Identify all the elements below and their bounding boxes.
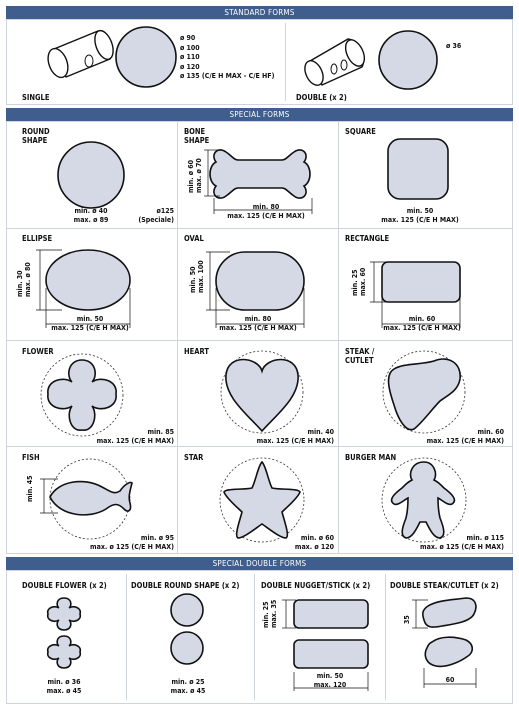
double-steak-h1: 60 bbox=[445, 676, 455, 684]
size-item: ø 120 bbox=[180, 62, 200, 71]
oval-h1: min. 80 bbox=[244, 315, 272, 323]
ellipse-h1: min. 50 bbox=[76, 315, 104, 323]
double-nugget-v1: min. 25 bbox=[262, 601, 270, 628]
star-label: STAR bbox=[184, 453, 204, 462]
single-round-disc bbox=[114, 25, 180, 91]
fish-n1: min. ø 95 bbox=[140, 534, 174, 542]
size-item: ø 100 bbox=[180, 43, 200, 52]
steak-shape bbox=[376, 349, 472, 435]
ellipse-v2: max. ø 80 bbox=[24, 262, 32, 297]
flower-label: FLOWER bbox=[22, 347, 54, 356]
size-item: ø 110 bbox=[180, 53, 200, 61]
oval-v1: min. 50 bbox=[189, 266, 197, 293]
round-shape-label: ROUND SHAPE bbox=[22, 127, 50, 145]
size-item: ø 135 (C/E H MAX - C/E HF) bbox=[180, 72, 275, 80]
standard-forms-header: STANDARD FORMS bbox=[6, 6, 513, 19]
fish-label: FISH bbox=[22, 453, 40, 462]
double-round-disc bbox=[376, 28, 440, 92]
burger-man-label: BURGER MAN bbox=[345, 453, 397, 462]
fish-n2: max. ø 125 (C/E H MAX) bbox=[90, 542, 174, 551]
bone-v2: max. ø 70 bbox=[195, 158, 203, 193]
single-sizes-list bbox=[180, 34, 274, 82]
heart-n2: max. 125 (C/E H MAX) bbox=[256, 436, 334, 445]
oval-v2: max. 100 bbox=[197, 260, 205, 293]
double-round-shapes bbox=[168, 592, 208, 674]
bone-shape-label: BONE SHAPE bbox=[184, 127, 210, 145]
double-label: DOUBLE (x 2) bbox=[296, 93, 347, 102]
double-flower-shapes bbox=[44, 594, 84, 674]
double-size: ø 36 bbox=[446, 42, 462, 50]
bone-h1: min. 80 bbox=[252, 203, 280, 211]
star-n1: min. ø 60 bbox=[300, 534, 334, 542]
single-label: SINGLE bbox=[22, 93, 50, 102]
steak-n1: min. 60 bbox=[477, 428, 504, 436]
double-steak-label: DOUBLE STEAK/CUTLET (x 2) bbox=[390, 581, 499, 590]
ellipse-label: ELLIPSE bbox=[22, 234, 53, 243]
special-forms-header: SPECIAL FORMS bbox=[6, 108, 513, 121]
double-round-n1: min. ø 25 bbox=[171, 678, 205, 686]
round-extra: ø125 bbox=[156, 207, 174, 215]
rectangle-h1: min. 60 bbox=[408, 315, 436, 323]
star-n2: max. ø 120 bbox=[294, 542, 334, 551]
round-extra-note: (Speciale) bbox=[138, 215, 174, 224]
ellipse-h2: max. 125 (C/E H MAX) bbox=[51, 323, 129, 332]
double-nugget-h2: max. 120 bbox=[313, 680, 347, 689]
bone-v1: min. ø 60 bbox=[187, 159, 195, 193]
fish-shape bbox=[34, 455, 142, 543]
double-round-label: DOUBLE ROUND SHAPE (x 2) bbox=[131, 581, 240, 590]
flower-shape bbox=[34, 352, 130, 438]
bone-h2: max. 125 (C/E H MAX) bbox=[227, 211, 305, 220]
steak-label: STEAK / CUTLET bbox=[345, 347, 375, 365]
double-nugget-label: DOUBLE NUGGET/STICK (x 2) bbox=[261, 581, 371, 590]
steak-n2: max. 125 (C/E H MAX) bbox=[426, 436, 504, 445]
rectangle-label: RECTANGLE bbox=[345, 234, 390, 243]
double-nugget-v2: max. 35 bbox=[270, 599, 278, 628]
double-flower-n2: max. ø 45 bbox=[46, 686, 82, 695]
burger-man-shape bbox=[376, 456, 472, 544]
flower-n1: min. 85 bbox=[147, 428, 174, 436]
ellipse-v1: min. 30 bbox=[16, 270, 24, 297]
square-h2: max. 125 (C/E H MAX) bbox=[381, 215, 459, 224]
rectangle-v2: max. 60 bbox=[359, 267, 367, 296]
flower-n2: max. 125 (C/E H MAX) bbox=[96, 436, 174, 445]
double-steak-v1: 35 bbox=[403, 615, 411, 624]
special-double-forms-header: SPECIAL DOUBLE FORMS bbox=[6, 557, 513, 570]
burger-n1: min. ø 115 bbox=[466, 534, 504, 542]
round-min: min. ø 40 bbox=[74, 207, 108, 215]
oval-label: OVAL bbox=[184, 234, 204, 243]
square-h1: min. 50 bbox=[406, 207, 434, 215]
heart-n1: min. 40 bbox=[307, 428, 334, 436]
square-shape bbox=[386, 137, 452, 203]
heart-shape bbox=[214, 349, 310, 435]
double-flower-label: DOUBLE FLOWER (x 2) bbox=[22, 581, 107, 590]
fish-v1: min. 45 bbox=[26, 475, 34, 502]
round-shape bbox=[55, 141, 127, 209]
double-cylinder-icon bbox=[300, 27, 380, 93]
heart-label: HEART bbox=[184, 347, 209, 356]
double-round-n2: max. ø 45 bbox=[170, 686, 206, 695]
oval-h2: max. 125 (C/E H MAX) bbox=[219, 323, 297, 332]
round-max: max. ø 89 bbox=[73, 215, 109, 224]
rectangle-h2: max. 125 (C/E H MAX) bbox=[383, 323, 461, 332]
burger-n2: max. ø 125 (C/E H MAX) bbox=[420, 542, 504, 551]
double-nugget-h1: min. 50 bbox=[316, 672, 344, 680]
rectangle-v1: min. 25 bbox=[351, 269, 359, 296]
size-item: ø 90 bbox=[180, 34, 196, 42]
square-label: SQUARE bbox=[345, 127, 376, 136]
double-flower-n1: min. ø 36 bbox=[47, 678, 81, 686]
star-shape bbox=[214, 456, 310, 544]
